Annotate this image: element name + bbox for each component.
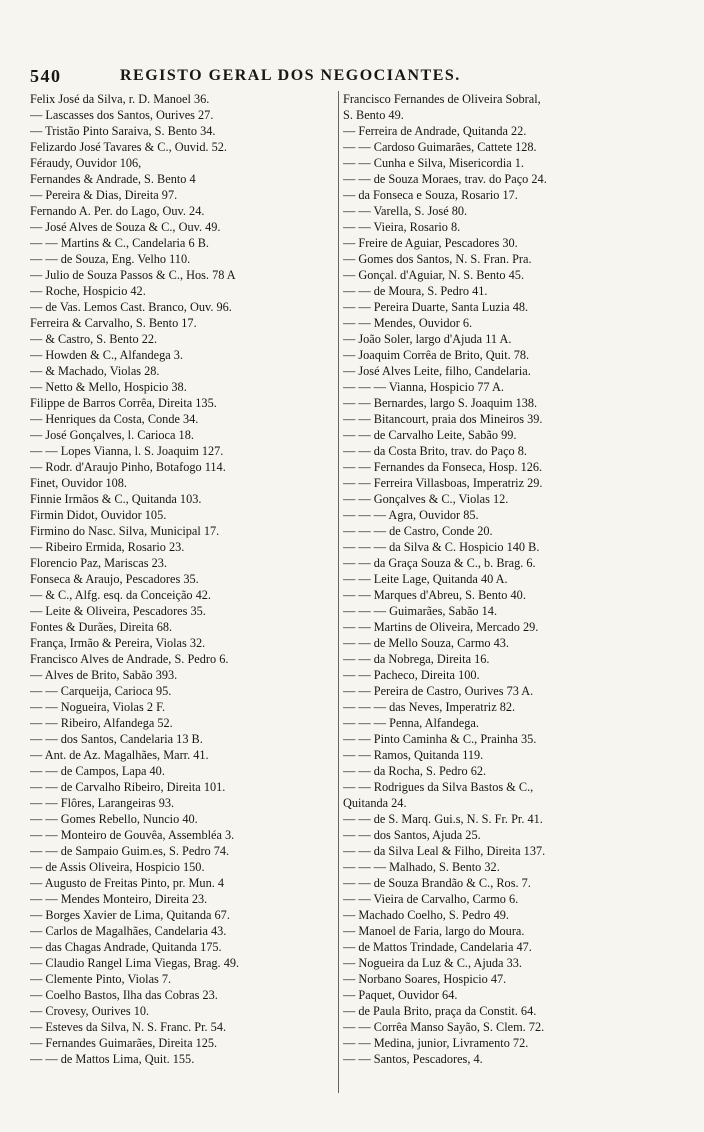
directory-entry: — Coelho Bastos, Ilha das Cobras 23. (30, 988, 218, 1002)
page-header (30, 66, 670, 88)
directory-entry: — Pereira & Dias, Direita 97. (30, 188, 178, 202)
directory-entry: — Leite & Oliveira, Pescadores 35. (30, 604, 206, 618)
directory-entry: — — Santos, Pescadores, 4. (343, 1052, 483, 1066)
directory-entry: Finet, Ouvidor 108. (30, 476, 128, 490)
directory-entry: — — de Moura, S. Pedro 41. (343, 284, 488, 298)
directory-entry: Féraudy, Ouvidor 106, (30, 156, 142, 170)
directory-entry: — — — Agra, Ouvidor 85. (343, 508, 479, 522)
directory-entry: — Ant. de Az. Magalhães, Marr. 41. (30, 748, 209, 762)
directory-entry: — — Fernandes da Fonseca, Hosp. 126. (343, 460, 543, 474)
directory-entry: — — Gomes Rebello, Nuncio 40. (30, 812, 198, 826)
directory-entry: — — da Graça Souza & C., b. Brag. 6. (343, 556, 536, 570)
directory-entry: — — Pinto Caminha & C., Prainha 35. (343, 732, 537, 746)
directory-entry: — — da Rocha, S. Pedro 62. (343, 764, 487, 778)
directory-entry: — — dos Santos, Candelaria 13 B. (30, 732, 203, 746)
directory-entry: — Ferreira de Andrade, Quitanda 22. (343, 124, 527, 138)
directory-entry: — — de Sampaio Guim.es, S. Pedro 74. (30, 844, 230, 858)
directory-entry: Quitanda 24. (343, 796, 407, 810)
directory-entry: Ferreira & Carvalho, S. Bento 17. (30, 316, 197, 330)
directory-entry: — — de Carvalho Leite, Sabão 99. (343, 428, 517, 442)
directory-entry: — Howden & C., Alfandega 3. (30, 348, 184, 362)
directory-entry: — José Alves de Souza & C., Ouv. 49. (30, 220, 221, 234)
directory-entry: Fernandes & Andrade, S. Bento 4 (30, 172, 196, 186)
directory-entry: Firmino do Nasc. Silva, Municipal 17. (30, 524, 220, 538)
directory-entry: — Norbano Soares, Hospicio 47. (343, 972, 507, 986)
directory-entry: — — Cunha e Silva, Misericordia 1. (343, 156, 525, 170)
directory-entry: Firmin Didot, Ouvidor 105. (30, 508, 167, 522)
directory-entry: — Tristão Pinto Saraiva, S. Bento 34. (30, 124, 216, 138)
directory-entry: — Henriques da Costa, Conde 34. (30, 412, 199, 426)
directory-entry: — Gomes dos Santos, N. S. Fran. Pra. (343, 252, 532, 266)
directory-entry: — Machado Coelho, S. Pedro 49. (343, 908, 509, 922)
directory-entry: — de Assis Oliveira, Hospicio 150. (30, 860, 205, 874)
directory-entry: — Paquet, Ouvidor 64. (343, 988, 458, 1002)
directory-entry: — Julio de Souza Passos & C., Hos. 78 A (30, 268, 236, 282)
directory-entry: — — da Silva Leal & Filho, Direita 137. (343, 844, 546, 858)
directory-entry: Filippe de Barros Corrêa, Direita 135. (30, 396, 217, 410)
directory-entry: — — Martins & C., Candelaria 6 B. (30, 236, 209, 250)
directory-entry: — — — Guimarães, Sabão 14. (343, 604, 498, 618)
directory-entry: Felix José da Silva, r. D. Manoel 36. (30, 92, 210, 106)
directory-entry: — Nogueira da Luz & C., Ajuda 33. (343, 956, 522, 970)
directory-entry: — Esteves da Silva, N. S. Franc. Pr. 54. (30, 1020, 227, 1034)
column-divider (338, 91, 339, 1093)
directory-entry: — Ribeiro Ermida, Rosario 23. (30, 540, 185, 554)
directory-entry: — — de Carvalho Ribeiro, Direita 101. (30, 780, 226, 794)
directory-entry: — & Castro, S. Bento 22. (30, 332, 158, 346)
directory-entry: — & C., Alfg. esq. da Conceição 42. (30, 588, 212, 602)
directory-entry: — Netto & Mello, Hospicio 38. (30, 380, 187, 394)
directory-entry: — — Bernardes, largo S. Joaquim 138. (343, 396, 538, 410)
directory-entry: — — de Campos, Lapa 40. (30, 764, 165, 778)
directory-entry: Finnie Irmãos & C., Quitanda 103. (30, 492, 202, 506)
directory-entry: — José Gonçalves, l. Carioca 18. (30, 428, 194, 442)
directory-entry: — — Gonçalves & C., Violas 12. (343, 492, 509, 506)
directory-entry: — Crovesy, Ourives 10. (30, 1004, 150, 1018)
directory-entry: Fernando A. Per. do Lago, Ouv. 24. (30, 204, 205, 218)
directory-entry: — Fernandes Guimarães, Direita 125. (30, 1036, 218, 1050)
directory-entry: — — Lopes Vianna, l. S. Joaquim 127. (30, 444, 224, 458)
page-number: 540 (30, 66, 62, 86)
directory-entry: Fonseca & Araujo, Pescadores 35. (30, 572, 199, 586)
directory-entry: — Borges Xavier de Lima, Quitanda 67. (30, 908, 230, 922)
directory-entry: — de Vas. Lemos Cast. Branco, Ouv. 96. (30, 300, 232, 314)
directory-entry: — Lascasses dos Santos, Ourives 27. (30, 108, 214, 122)
directory-entry: — — Nogueira, Violas 2 F. (30, 700, 166, 714)
directory-entry: — Clemente Pinto, Violas 7. (30, 972, 172, 986)
directory-entry: — — de Mattos Lima, Quit. 155. (30, 1052, 195, 1066)
directory-entry: — — Vieira, Rosario 8. (343, 220, 461, 234)
directory-entry: — Rodr. d'Araujo Pinho, Botafogo 114. (30, 460, 226, 474)
directory-entry: — — Carqueija, Carioca 95. (30, 684, 172, 698)
directory-entry: — — Leite Lage, Quitanda 40 A. (343, 572, 508, 586)
directory-entry: — — Corrêa Manso Sayão, S. Clem. 72. (343, 1020, 545, 1034)
directory-entry: — José Alves Leite, filho, Candelaria. (343, 364, 531, 378)
directory-entry: França, Irmão & Pereira, Violas 32. (30, 636, 206, 650)
directory-entry: — — Cardoso Guimarães, Cattete 128. (343, 140, 537, 154)
directory-entry: — — Bitancourt, praia dos Mineiros 39. (343, 412, 543, 426)
directory-entry: — — Pereira Duarte, Santa Luzia 48. (343, 300, 529, 314)
directory-entry: Florencio Paz, Mariscas 23. (30, 556, 167, 570)
directory-entry: — — Vieira de Carvalho, Carmo 6. (343, 892, 519, 906)
running-title: REGISTO GERAL DOS NEGOCIANTES. (120, 67, 461, 84)
left-column (30, 91, 360, 1067)
directory-entry: — Joaquim Corrêa de Brito, Quit. 78. (343, 348, 530, 362)
directory-entry: — — Pacheco, Direita 100. (343, 668, 480, 682)
directory-entry: — & Machado, Violas 28. (30, 364, 160, 378)
directory-entry: — — — Malhado, S. Bento 32. (343, 860, 500, 874)
directory-entry: — — Marques d'Abreu, S. Bento 40. (343, 588, 526, 602)
directory-entry: — — — da Silva & C. Hospicio 140 B. (343, 540, 540, 554)
directory-entry: — — — de Castro, Conde 20. (343, 524, 493, 538)
directory-entry: — — de Souza, Eng. Velho 110. (30, 252, 191, 266)
directory-entry: — — Monteiro de Gouvêa, Assembléa 3. (30, 828, 235, 842)
directory-entry: — Augusto de Freitas Pinto, pr. Mun. 4 (30, 876, 225, 890)
directory-entry: — de Paula Brito, praça da Constit. 64. (343, 1004, 537, 1018)
directory-entry: — — Ribeiro, Alfandega 52. (30, 716, 173, 730)
directory-entry: — Gonçal. d'Aguiar, N. S. Bento 45. (343, 268, 525, 282)
directory-entry: — da Fonseca e Souza, Rosario 17. (343, 188, 518, 202)
directory-entry: — — Pereira de Castro, Ourives 73 A. (343, 684, 534, 698)
directory-entry: — — — Penna, Alfandega. (343, 716, 479, 730)
directory-entry: — — Varella, S. José 80. (343, 204, 468, 218)
directory-entry: — — Medina, junior, Livramento 72. (343, 1036, 529, 1050)
directory-entry: — Carlos de Magalhães, Candelaria 43. (30, 924, 227, 938)
directory-entry: — das Chagas Andrade, Quitanda 175. (30, 940, 222, 954)
directory-entry: — — Ramos, Quitanda 119. (343, 748, 484, 762)
directory-entry: — Claudio Rangel Lima Viegas, Brag. 49. (30, 956, 240, 970)
directory-entry: — de Mattos Trindade, Candelaria 47. (343, 940, 532, 954)
directory-entry: S. Bento 49. (343, 108, 404, 122)
directory-entry: Fontes & Durães, Direita 68. (30, 620, 173, 634)
directory-entry: — Alves de Brito, Sabão 393. (30, 668, 178, 682)
directory-entry: — — Rodrigues da Silva Bastos & C., (343, 780, 534, 794)
directory-entry: — — Flôres, Larangeiras 93. (30, 796, 175, 810)
directory-entry: — — Martins de Oliveira, Mercado 29. (343, 620, 539, 634)
directory-entry: — João Soler, largo d'Ajuda 11 A. (343, 332, 512, 346)
directory-entry: — — Mendes Monteiro, Direita 23. (30, 892, 208, 906)
directory-entry: — — da Costa Brito, trav. do Paço 8. (343, 444, 527, 458)
directory-entry: — — de S. Marq. Gui.s, N. S. Fr. Pr. 41. (343, 812, 543, 826)
directory-entry: Felizardo José Tavares & C., Ouvid. 52. (30, 140, 227, 154)
directory-entry: — Roche, Hospicio 42. (30, 284, 146, 298)
directory-entry: — — de Souza Brandão & C., Ros. 7. (343, 876, 531, 890)
directory-entry: — — Mendes, Ouvidor 6. (343, 316, 473, 330)
right-column (343, 91, 675, 1067)
directory-entry: — — — das Neves, Imperatriz 82. (343, 700, 516, 714)
directory-entry: Francisco Alves de Andrade, S. Pedro 6. (30, 652, 229, 666)
directory-entry: Francisco Fernandes de Oliveira Sobral, (343, 92, 541, 106)
directory-entry: — — da Nobrega, Direita 16. (343, 652, 490, 666)
directory-entry: — Freire de Aguiar, Pescadores 30. (343, 236, 518, 250)
directory-entry: — — de Mello Souza, Carmo 43. (343, 636, 509, 650)
directory-entry: — — de Souza Moraes, trav. do Paço 24. (343, 172, 547, 186)
directory-entry: — — Ferreira Villasboas, Imperatriz 29. (343, 476, 543, 490)
directory-entry: — Manoel de Faria, largo do Moura. (343, 924, 525, 938)
directory-entry: — — dos Santos, Ajuda 25. (343, 828, 481, 842)
directory-entry: — — — Vianna, Hospicio 77 A. (343, 380, 504, 394)
